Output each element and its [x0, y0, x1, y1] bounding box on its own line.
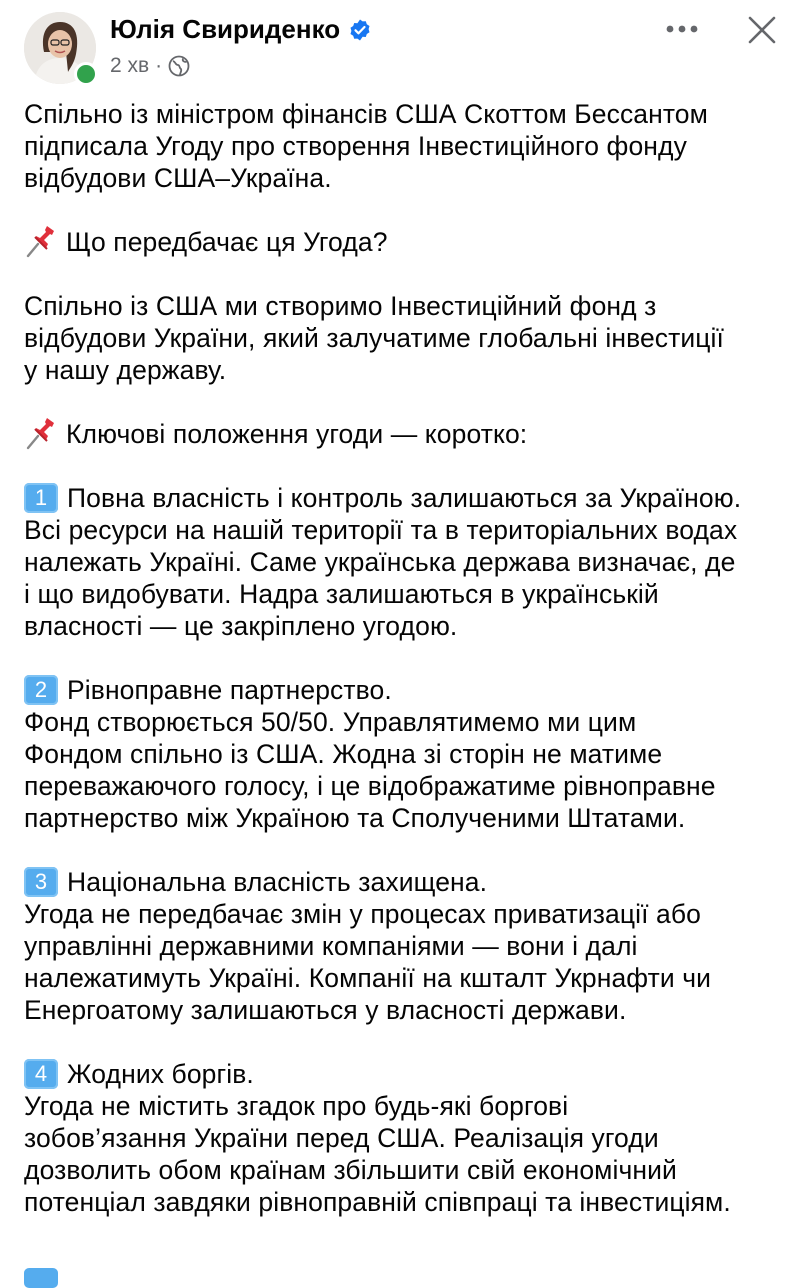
answer-line: Спільно із США ми створимо Інвестиційний фонд з [24, 291, 657, 321]
point-title [24, 674, 794, 706]
intro-line: Спільно із міністром фінансів США Скоттом Бессантом [24, 99, 708, 129]
author-row [110, 14, 372, 45]
question-heading [24, 226, 794, 258]
point-line: Угода не передбачає змін у процесах приватизації або [24, 899, 701, 929]
post-time[interactable]: 2 хв [110, 54, 150, 77]
answer-line: відбудови України, який залучатиме глобальні інвестиції [24, 323, 725, 353]
post-meta [110, 54, 190, 78]
point-line: дозволить обом країнам збільшити свій економічний [24, 1155, 677, 1185]
author-name[interactable]: Юлія Свириденко [110, 14, 341, 44]
key-points-heading [24, 418, 794, 450]
point-title [24, 866, 794, 898]
point-title-text: Повна власність і контроль залишаються за Україною. [67, 483, 742, 513]
post-text [24, 98, 794, 1218]
point-line: партнерство між Україною та Сполученими Штатами. [24, 803, 686, 833]
more-options-icon [665, 25, 699, 33]
verified-badge-icon [348, 18, 372, 42]
keycap-partial-icon [24, 1268, 58, 1288]
point-line: потенціал завдяки рівноправній співпраці та інвестиціям. [24, 1187, 731, 1217]
point-line: Угода не містить згадок про будь-які боргові [24, 1091, 569, 1121]
point-title [24, 1058, 794, 1090]
point-line: власності — це закріплено угодою. [24, 611, 458, 641]
close-button[interactable] [742, 12, 782, 48]
key-points-text: Ключові положення угоди — коротко: [66, 419, 528, 449]
point-title-text: Жодних боргів. [67, 1059, 254, 1089]
point-line: зобов’язання України перед США. Реалізація угоди [24, 1123, 659, 1153]
point-line: управлінні державними компаніями — вони і далі [24, 931, 638, 961]
question-text: Що передбачає ця Угода? [66, 227, 388, 257]
post-header [0, 0, 802, 92]
point-line: належатимуть Україні. Компанії на кшталт Укрнафти чи [24, 963, 712, 993]
intro-line: підписала Угоду про створення Інвестиційного фонду [24, 131, 687, 161]
pushpin-icon [24, 226, 58, 258]
globe-icon[interactable] [168, 55, 190, 77]
keycap-4-icon: 4 [24, 1059, 58, 1089]
point-title [24, 482, 794, 514]
close-icon [748, 16, 776, 44]
point-line: Всі ресурси на нашій території та в територіальних водах [24, 515, 738, 545]
answer-line: у нашу державу. [24, 355, 227, 385]
point-line: Енергоатому залишаються у власності держави. [24, 995, 627, 1025]
keycap-1-icon: 1 [24, 483, 58, 513]
intro-line: відбудови США–Україна. [24, 163, 332, 193]
point-line: переважаючого голосу, і це відображатиме рівноправне [24, 771, 716, 801]
pushpin-icon [24, 418, 58, 450]
point-line: Фондом спільно із США. Жодна зі сторін не матиме [24, 739, 663, 769]
keycap-2-icon: 2 [24, 675, 58, 705]
more-options-button[interactable] [660, 14, 704, 44]
keycap-3-icon: 3 [24, 867, 58, 897]
point-title-text: Національна власність захищена. [67, 867, 488, 897]
meta-separator: · [155, 54, 163, 77]
online-status-indicator [74, 62, 98, 86]
point-line: належать Україні. Саме українська держава визначає, де [24, 547, 736, 577]
point-line: Фонд створюється 50/50. Управлятимемо ми цим [24, 707, 637, 737]
point-title-text: Рівноправне партнерство. [67, 675, 392, 705]
point-line: і що видобувати. Надра залишаються в українській [24, 579, 659, 609]
